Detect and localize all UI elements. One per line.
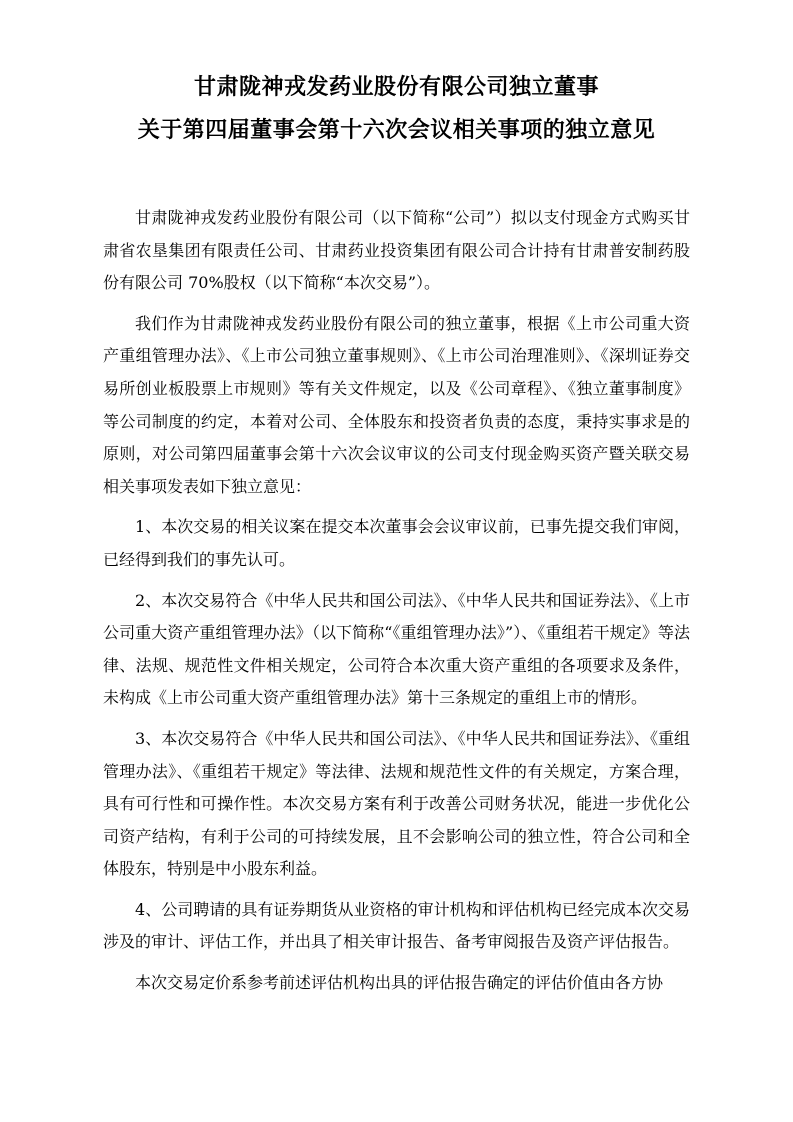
opinion-item-4: 4、公司聘请的具有证券期货从业资格的审计机构和评估机构已经完成本次交易涉及的审计、评估工作，并出具了相关审计报告、备考审阅报告及资产评估报告。: [103, 899, 690, 952]
title-line-1: 甘肃陇神戎发药业股份有限公司独立董事: [193, 74, 599, 100]
title-line-2: 关于第四届董事会第十六次会议相关事项的独立意见: [137, 117, 656, 143]
document-body: [103, 202, 690, 1000]
opinion-item-3: 3、本次交易符合《中华人民共和国公司法》、《中华人民共和国证券法》、《重组管理办法》、《重组若干规定》等法律、法规和规范性文件的有关规定，方案合理，具有可行性和可操作性。本次交易方案有利于改善公司财务状况，能进一步优化公司资产结构，有利于公司的可持续发展，且不会影响公司的独立性，符合公司和全体股东，特别是中小股东利益。: [103, 728, 690, 879]
opinion-item-2: 2、本次交易符合《中华人民共和国公司法》、《中华人民共和国证券法》、《上市公司重大资产重组管理办法》（以下简称“《重组管理办法》”）、《重组若干规定》等法律、法规、规范性文件相关规定，公司符合本次重大资产重组的各项要求及条件，未构成《上市公司重大资产重组管理办法》第十三条规定的重组上市的情形。: [103, 590, 690, 708]
paragraph-transaction-intro: 甘肃陇神戎发药业股份有限公司（以下简称“公司”）拟以支付现金方式购买甘肃省农垦集团有限责任公司、甘肃药业投资集团有限公司合计持有甘肃普安制药股份有限公司 70%股权（以下简称“本次交易”）。: [103, 208, 690, 293]
document-title: [103, 66, 690, 152]
opinion-item-1: 1、本次交易的相关议案在提交本次董事会会议审议前，已事先提交我们审阅，已经得到我们的事先认可。: [103, 517, 690, 569]
paragraph-pricing-basis: 本次交易定价系参考前述评估机构出具的评估报告确定的评估价值由各方协: [135, 973, 664, 993]
paragraph-opinion-basis: 我们作为甘肃陇神戎发药业股份有限公司的独立董事，根据《上市公司重大资产重组管理办法》、《上市公司独立董事规则》、《上市公司治理准则》、《深圳证券交易所创业板股票上市规则》等有关文件规定，以及《公司章程》、《独立董事制度》等公司制度的约定，本着对公司、全体股东和投资者负责的态度，秉持实事求是的原则，对公司第四届董事会第十六次会议审议的公司支付现金购买资产暨关联交易相关事项发表如下独立意见：: [103, 313, 690, 496]
